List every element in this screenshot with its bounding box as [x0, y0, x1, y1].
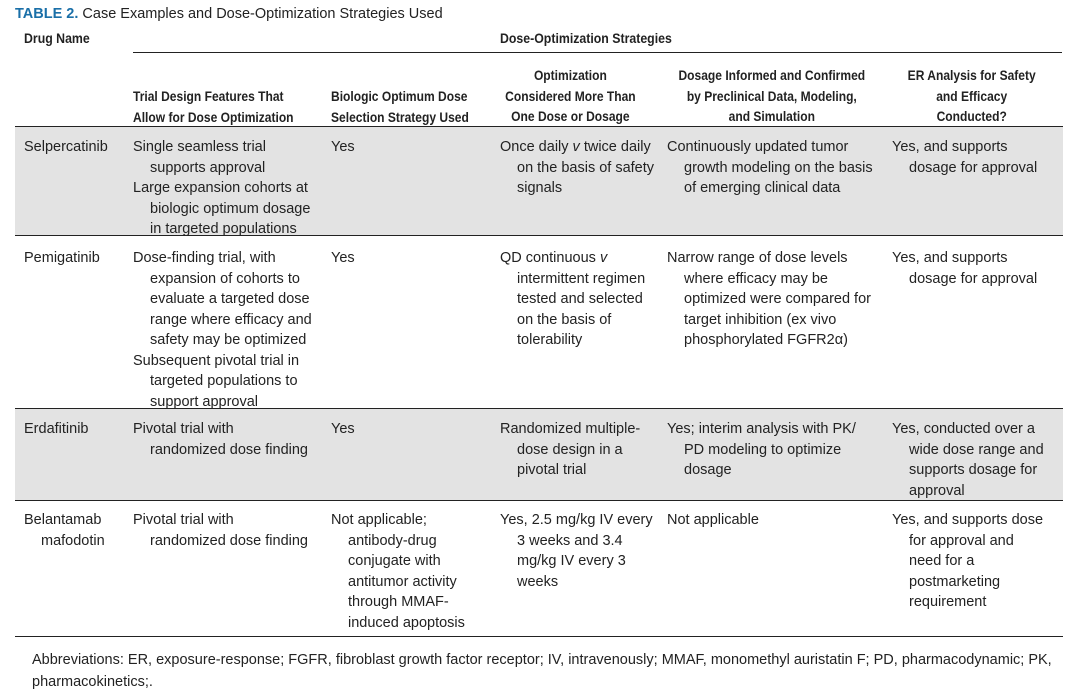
table-label: TABLE 2. — [15, 6, 79, 22]
cell-line: tolerability — [517, 332, 583, 348]
optimization-cell — [500, 419, 640, 481]
cell-line: for approval and — [909, 532, 1014, 549]
cell-line: randomized dose finding — [150, 441, 308, 458]
trial-design-cell — [133, 137, 310, 240]
drug-name-cell — [24, 510, 105, 551]
trial-design-cell — [133, 419, 308, 460]
cell-line: of emerging clinical data — [684, 180, 841, 196]
cell-line: dosage for approval — [909, 159, 1038, 176]
optimization-cell — [500, 510, 653, 592]
cell-line: Not applicable; — [331, 512, 427, 528]
cell-line: through MMAF- — [348, 594, 449, 610]
biologic-optimum-cell — [331, 137, 355, 158]
er-analysis-cell — [892, 419, 1044, 501]
cell-line: where efficacy may be — [684, 270, 828, 287]
cell-line: in targeted populations — [150, 221, 297, 237]
cell-line: postmarketing — [909, 573, 1001, 590]
cell-line: Yes — [331, 139, 355, 155]
cell-line: randomized dose finding — [150, 532, 308, 549]
cell-line: on the basis of safety — [517, 159, 655, 176]
cell-line: tested and selected — [517, 291, 643, 307]
cell-line: dosage for approval — [909, 270, 1038, 287]
cell-line: range where efficacy and — [150, 311, 312, 328]
cell-line: Once daily v twice daily — [500, 139, 651, 155]
cell-line: targeted populations to — [150, 373, 298, 389]
cell-line: safety may be optimized — [150, 332, 307, 348]
table-caption — [15, 6, 443, 22]
cell-line: optimized were compared for — [684, 291, 871, 307]
col-header-dosage-informed: Dosage Informed and Confirmed by Preclinical Data, Modeling, and Simulation — [678, 67, 866, 124]
dosage-informed-cell — [667, 510, 759, 531]
col-header-biologic-optimum: Biologic Optimum Dose Selection Strategy Used — [331, 88, 469, 125]
col-header-er-analysis: ER Analysis for Safety and Efficacy Conducted? — [907, 67, 1036, 124]
cell-line: dose design in a — [517, 441, 623, 458]
drug-name-cell — [24, 137, 108, 158]
cell-line: Yes, and supports dose — [892, 512, 1044, 528]
cell-line: supports dosage for — [909, 462, 1038, 478]
cell-line: dosage — [684, 462, 732, 478]
dosage-informed-cell — [667, 248, 871, 351]
biologic-optimum-cell — [331, 248, 355, 269]
cell-line: requirement — [909, 594, 987, 610]
cell-line: antibody-drug — [348, 532, 437, 549]
cell-line: Belantamab — [24, 512, 102, 528]
cell-line: Yes; interim analysis with PK/ — [667, 421, 856, 437]
cell-line: QD continuous v — [500, 250, 608, 266]
cell-line: conjugate with — [348, 553, 441, 569]
trial-design-cell — [133, 248, 312, 412]
drug-name-cell — [24, 248, 100, 269]
table-bottom-rule — [15, 636, 1063, 637]
cell-line: Yes — [331, 421, 355, 437]
cell-line: signals — [517, 180, 563, 196]
col-header-trial-design: Trial Design Features That Allow for Dose Optimization — [133, 88, 294, 125]
cell-line: Pemigatinib — [24, 250, 100, 266]
cell-line: Continuously updated tumor — [667, 139, 849, 155]
cell-line: need for a — [909, 553, 975, 569]
cell-line: supports approval — [150, 159, 266, 176]
group-underline — [133, 52, 1062, 53]
cell-line: Yes, 2.5 mg/kg IV every — [500, 512, 653, 528]
er-analysis-cell — [892, 248, 1037, 289]
cell-line: phosphorylated FGFR2α) — [684, 332, 848, 348]
cell-line: Subsequent pivotal trial in — [133, 352, 300, 369]
cell-line: Single seamless trial — [133, 139, 266, 155]
cell-line: approval — [909, 482, 965, 499]
cell-line: support approval — [150, 393, 259, 410]
cell-line: on the basis of — [517, 311, 612, 328]
cell-line: antitumor activity — [348, 573, 457, 590]
cell-line: Pivotal trial with — [133, 512, 234, 528]
er-analysis-cell — [892, 137, 1037, 178]
cell-line: Yes, and supports — [892, 250, 1008, 266]
cell-line: pivotal trial — [517, 462, 587, 478]
cell-line: 3 weeks and 3.4 — [517, 532, 623, 549]
biologic-optimum-cell — [331, 510, 465, 633]
optimization-cell — [500, 137, 654, 199]
dosage-informed-cell — [667, 419, 856, 481]
cell-line: Pivotal trial with — [133, 421, 234, 437]
footnote: Abbreviations: ER, exposure-response; FGFR, fibroblast growth factor receptor; IV, intravenously; MMAF, monomethyl auristatin F; PD, pharmacodynamic; PK, pharmacokinetics;. — [32, 652, 1052, 690]
cell-line: Narrow range of dose levels — [667, 250, 848, 266]
cell-line: growth modeling on the basis — [684, 159, 873, 176]
dosage-informed-cell — [667, 137, 873, 199]
cell-line: Yes — [331, 250, 355, 266]
strategies-group-header: Dose-Optimization Strategies — [500, 30, 672, 46]
cell-line: Large expansion cohorts at — [133, 180, 308, 196]
cell-line: Not applicable — [667, 512, 759, 528]
cell-line: expansion of cohorts to — [150, 270, 300, 287]
cell-line: evaluate a targeted dose — [150, 291, 310, 307]
drug-name-header: Drug Name — [24, 30, 90, 46]
cell-line: Selpercatinib — [24, 139, 108, 155]
cell-line: induced apoptosis — [348, 614, 465, 631]
table-title: Case Examples and Dose-Optimization Strategies Used — [82, 6, 443, 22]
er-analysis-cell — [892, 510, 1043, 613]
drug-name-cell — [24, 419, 88, 440]
cell-line: Yes, and supports — [892, 139, 1008, 155]
col-header-optimization: Optimization Considered More Than One Dose or Dosage — [505, 67, 636, 124]
cell-line: weeks — [517, 573, 559, 590]
cell-line: biologic optimum dosage — [150, 200, 311, 217]
cell-line: PD modeling to optimize — [684, 441, 842, 458]
cell-line: mg/kg IV every 3 — [517, 553, 626, 569]
trial-design-cell — [133, 510, 308, 551]
optimization-cell — [500, 248, 645, 351]
cell-line: intermittent regimen — [517, 270, 646, 287]
cell-line: target inhibition (ex vivo — [684, 311, 837, 328]
biologic-optimum-cell — [331, 419, 355, 440]
cell-line: Yes, conducted over a — [892, 421, 1035, 437]
cell-line: Dose-finding trial, with — [133, 250, 276, 266]
cell-line: wide dose range and — [909, 441, 1044, 458]
cell-line: Erdafitinib — [24, 421, 89, 437]
cell-line: mafodotin — [41, 532, 105, 549]
cell-line: Randomized multiple- — [500, 421, 641, 437]
